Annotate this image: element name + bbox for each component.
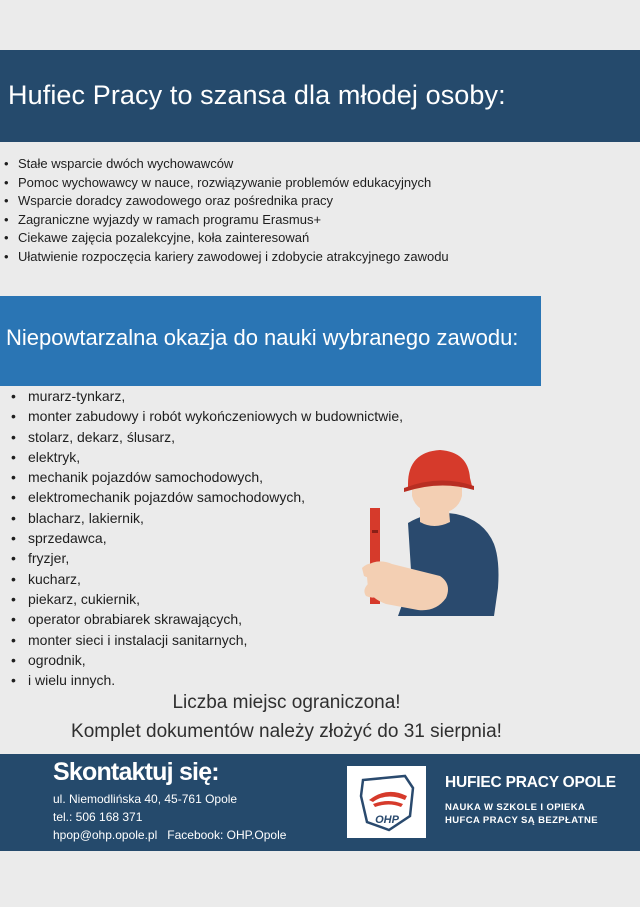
- list-item: • monter zabudowy i robót wykończeniowych w budownictwie,: [11, 406, 403, 426]
- professions-banner: [0, 296, 541, 386]
- free-note-line1: NAUKA W SZKOLE I OPIEKA: [445, 802, 586, 813]
- free-note-line2: HUFCA PRACY SĄ BEZPŁATNE: [445, 815, 598, 826]
- address: ul. Niemodlińska 40, 45-761 Opole: [53, 792, 238, 806]
- construction-worker-icon: [358, 448, 502, 618]
- list-item: • sprzedawca,: [11, 528, 403, 548]
- deadline-notice: Komplet dokumentów należy złożyć do 31 sierpnia!: [71, 721, 502, 742]
- email-facebook: hpop@ohp.opole.pl Facebook: OHP.Opole: [53, 828, 287, 842]
- professions-list: [11, 386, 403, 690]
- list-item: • mechanik pojazdów samochodowych,: [11, 467, 403, 487]
- org-name: HUFIEC PRACY OPOLE: [445, 774, 616, 791]
- list-item: • fryzjer,: [11, 548, 403, 568]
- header-title: Hufiec Pracy to szansa dla młodej osoby:: [8, 80, 506, 110]
- list-item: • Ułatwienie rozpoczęcia kariery zawodowej i zdobycie atrakcyjnego zawodu: [4, 248, 449, 267]
- list-item: • blacharz, lakiernik,: [11, 508, 403, 528]
- list-item: • piekarz, cukiernik,: [11, 589, 403, 609]
- phone: tel.: 506 168 371: [53, 810, 143, 824]
- list-item: • Pomoc wychowawcy w nauce, rozwiązywanie problemów edukacyjnych: [4, 174, 449, 193]
- list-item: • elektryk,: [11, 447, 403, 467]
- list-item: • operator obrabiarek skrawających,: [11, 609, 403, 629]
- ohp-logo: [347, 766, 426, 838]
- list-item: • i wielu innych.: [11, 670, 403, 690]
- ohp-logo-icon: [347, 766, 426, 838]
- contact-title: Skontaktuj się:: [53, 758, 219, 786]
- list-item: • elektromechanik pojazdów samochodowych,: [11, 487, 403, 507]
- footer: [0, 754, 640, 851]
- list-item: • stolarz, dekarz, ślusarz,: [11, 427, 403, 447]
- limited-seats-notice: Liczba miejsc ograniczona!: [172, 692, 401, 713]
- benefits-list: [4, 155, 449, 267]
- professions-title: Niepowtarzalna okazja do nauki wybranego zawodu:: [6, 325, 519, 350]
- list-item: • Zagraniczne wyjazdy w ramach programu Erasmus+: [4, 211, 449, 230]
- ohp-logo-text: OHP: [375, 814, 399, 826]
- list-item: • monter sieci i instalacji sanitarnych,: [11, 630, 403, 650]
- list-item: • kucharz,: [11, 569, 403, 589]
- list-item: • Stałe wsparcie dwóch wychowawców: [4, 155, 449, 174]
- list-item: • Wsparcie doradcy zawodowego oraz pośrednika pracy: [4, 192, 449, 211]
- header-banner: [0, 50, 640, 142]
- list-item: • murarz-tynkarz,: [11, 386, 403, 406]
- list-item: • Ciekawe zajęcia pozalekcyjne, koła zainteresowań: [4, 229, 449, 248]
- list-item: • ogrodnik,: [11, 650, 403, 670]
